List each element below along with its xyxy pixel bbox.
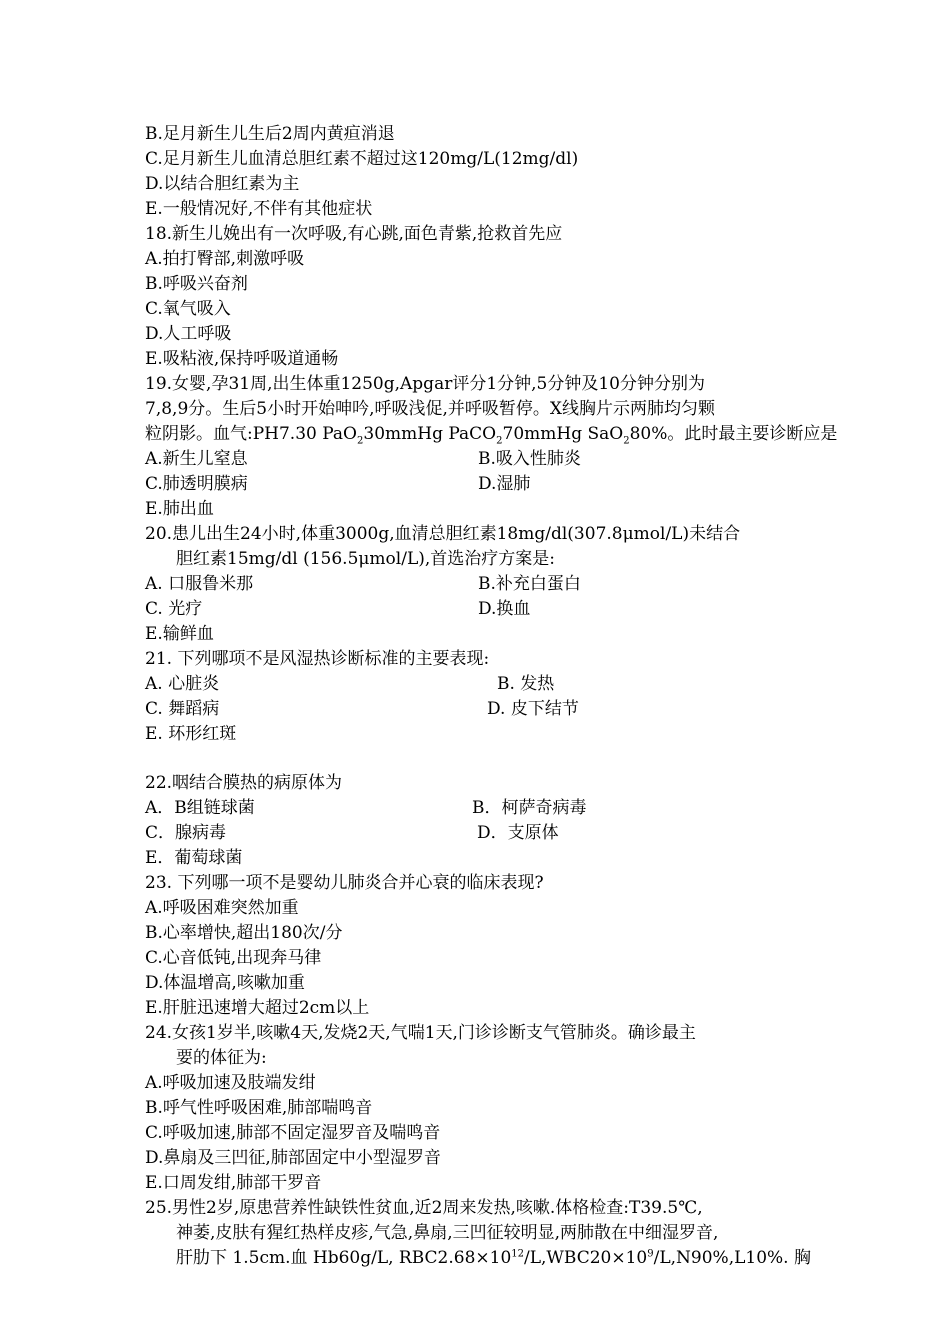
q21-option-e: E. 环形红斑 [145, 724, 237, 744]
q19-option-a: A.新生儿窒息 [145, 449, 248, 469]
q24-option-b: B.呼气性呼吸困难,肺部喘鸣音 [145, 1098, 373, 1118]
q22-option-c: C．腺病毒 [145, 823, 227, 843]
q18-option-d: D.人工呼吸 [145, 324, 232, 344]
q22-option-b: B．柯萨奇病毒 [472, 798, 587, 818]
q24-stem-line1: 24.女孩1岁半,咳嗽4天,发烧2天,气喘1天,门诊诊断支气管肺炎。确诊最主 [145, 1023, 696, 1043]
q23-option-c: C.心音低钝,出现奔马律 [145, 948, 322, 968]
q17-option-d: D.以结合胆红素为主 [145, 174, 300, 194]
q24-option-d: D.鼻扇及三凹征,肺部固定中小型湿罗音 [145, 1148, 441, 1168]
q19-stem-line3: 粒阴影。血气:PH7.30 PaO$_2$30mmHg PaCO$_2$70mmHg SaO$_2$80%。此时最主要诊断应是 [145, 424, 838, 447]
q23-option-d: D.体温增高,咳嗽加重 [145, 973, 305, 993]
q20-stem-line1: 20.患儿出生24小时,体重3000g,血清总胆红素18mg/dl(307.8μmol/L)未结合 [145, 524, 741, 544]
superscript: 12 [511, 1248, 525, 1260]
q20-option-c: C. 光疗 [145, 599, 203, 619]
q18-option-e: E.吸粘液,保持呼吸道通畅 [145, 349, 339, 369]
q22-option-e: E．葡萄球菌 [145, 848, 243, 868]
q24-option-c: C.呼吸加速,肺部不固定湿罗音及喘鸣音 [145, 1123, 441, 1143]
q25-stem-line3: 肝肋下 1.5cm.血 Hb60g/L, $RBC2.68\times 10^{12}/L,WBC20\times 10^9/L,N90\%,L10\%$. 胸 [176, 1248, 811, 1268]
q22-option-a: A．B组链球菌 [145, 798, 255, 818]
q21-option-c: C. 舞蹈病 [145, 699, 220, 719]
q19-option-c: C.肺透明膜病 [145, 474, 248, 494]
q20-option-b: B.补充白蛋白 [478, 574, 581, 594]
q19-option-b: B.吸入性肺炎 [478, 449, 581, 469]
q19-option-d: D.湿肺 [478, 474, 531, 494]
subscript: 2 [496, 435, 503, 447]
q24-option-e: E.口周发绀,肺部干罗音 [145, 1173, 322, 1193]
q23-stem: 23. 下列哪一项不是婴幼儿肺炎合并心衰的临床表现? [145, 873, 544, 893]
q19-stem-line2: 7,8,9分。生后5小时开始呻吟,呼吸浅促,并呼吸暂停。X线胸片示两肺均匀颗 [145, 399, 715, 419]
q21-stem: 21. 下列哪项不是风湿热诊断标准的主要表现: [145, 649, 490, 669]
q20-option-a: A. 口服鲁米那 [145, 574, 254, 594]
q21-option-a: A. 心脏炎 [145, 674, 220, 694]
q24-stem-line2: 要的体征为: [176, 1048, 267, 1068]
superscript: 9 [647, 1248, 654, 1260]
q19-stem-line1: 19.女婴,孕31周,出生体重1250g,Apgar评分1分钟,5分钟及10分钟分别为 [145, 374, 705, 394]
q20-stem-line2: 胆红素15mg/dl (156.5μmol/L),首选治疗方案是: [176, 549, 556, 569]
q25-stem-line2: 神萎,皮肤有猩红热样皮疹,气急,鼻扇,三凹征较明显,两肺散在中细湿罗音, [176, 1223, 719, 1243]
q21-option-d: D. 皮下结节 [487, 699, 579, 719]
q17-option-e: E.一般情况好,不伴有其他症状 [145, 199, 373, 219]
q18-option-b: B.呼吸兴奋剂 [145, 274, 248, 294]
q22-stem: 22.咽结合膜热的病原体为 [145, 773, 343, 793]
q21-option-b: B. 发热 [497, 674, 555, 694]
q23-option-b: B.心率增快,超出180次/分 [145, 923, 343, 943]
q23-option-e: E.肝脏迅速增大超过2cm以上 [145, 998, 370, 1018]
q23-option-a: A.呼吸困难突然加重 [145, 898, 299, 918]
q19-option-e: E.肺出血 [145, 499, 214, 519]
q25-stem-line1: 25.男性2岁,原患营养性缺铁性贫血,近2周来发热,咳嗽.体格检查:T39.5℃, [145, 1198, 703, 1218]
subscript: 2 [357, 435, 364, 447]
q20-option-e: E.输鲜血 [145, 624, 214, 644]
q17-option-c: C.足月新生儿血清总胆红素不超过这120mg/L(12mg/dl) [145, 149, 579, 169]
q17-option-b: B.足月新生儿生后2周内黄疸消退 [145, 124, 395, 144]
q24-option-a: A.呼吸加速及肢端发绀 [145, 1073, 316, 1093]
subscript: 2 [623, 435, 630, 447]
q18-option-c: C.氧气吸入 [145, 299, 231, 319]
q18-stem: 18.新生儿娩出有一次呼吸,有心跳,面色青紫,抢救首先应 [145, 224, 563, 244]
q20-option-d: D.换血 [478, 599, 531, 619]
q22-option-d: D．支原体 [477, 823, 559, 843]
q18-option-a: A.拍打臀部,刺激呼吸 [145, 249, 305, 269]
